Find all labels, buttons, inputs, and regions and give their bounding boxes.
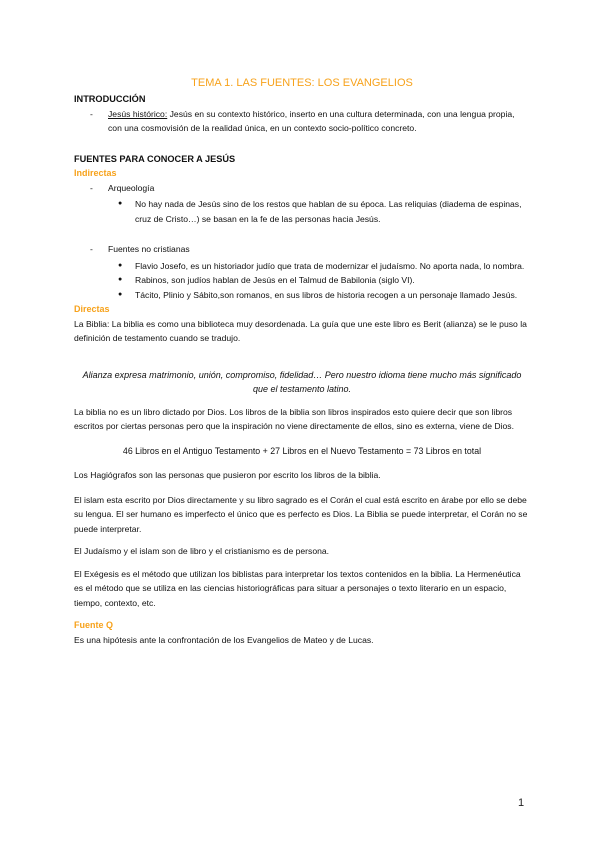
fuentes-heading: FUENTES PARA CONOCER A JESÚS [74,153,236,164]
intro-item [74,107,530,136]
bullet-text: Flavio Josefo, es un historiador judío que trata de modernizar el judaísmo. No aporta nada, lo nombra. [135,260,525,271]
indirectas-list [74,181,530,196]
bullet-text: Tácito, Plinio y Sábito,son romanos, en sus libros de historia recogen a un personaje llamado Jesús. [135,289,518,300]
bullet-text: No hay nada de Jesús sino de los restos que hablan de su época. Las reliquias (diadema de espinas, cruz de Cristo…) se basan en la fe de las personas hacia Jesús. [135,199,522,224]
no-cristianas-item [74,242,530,257]
no-cristianas-label: Fuentes no cristianas [108,244,190,254]
bullet-dot-icon: ● [118,200,123,207]
page-title: TEMA 1. LAS FUENTES: LOS EVANGELIOS [191,77,413,89]
dash-marker-icon: - [90,182,93,193]
no-cristianas-list [74,242,530,257]
alianza-quote: Alianza expresa matrimonio, unión, compromiso, fidelidad… Pero nuestro idioma tiene mucho más significado que el testamento latino. [82,369,522,394]
bullet-dot-icon: ● [118,261,123,269]
bullet-dot-icon: ● [118,290,123,298]
hagiografos-paragraph: Los Hagiógrafos son las personas que pusieron por escrito los libros de la biblia. [74,470,381,480]
page-number: 1 [518,797,525,809]
biblia-paragraph: La Biblia: La biblia es como una biblioteca muy desordenada. La guía que une este libro es Berit (alianza) se le puso la definición de testamento cuando se tradujo. [74,318,527,343]
document-page [74,76,530,647]
bullet-item [74,197,530,226]
no-cristianas-bullets [74,259,530,303]
judaismo-paragraph: El Judaísmo y el islam son de libro y el cristianismo es de persona. [74,546,330,556]
bullet-item [74,259,530,274]
bullet-text: Rabinos, son judíos hablan de Jesús en el Talmud de Babilonia (siglo VI). [135,275,415,285]
arqueologia-item [74,181,530,196]
dash-marker-icon: - [90,244,93,254]
bullet-item [74,273,530,288]
fuente-q-paragraph: Es una hipótesis ante la confrontación de los Evangelios de Mateo y de Lucas. [74,634,374,645]
indirectas-heading: Indirectas [74,168,117,178]
fuente-q-heading: Fuente Q [74,620,114,630]
islam-paragraph: El islam esta escrito por Dios directamente y su libro sagrado es el Corán el cual está escrito en árabe por ello se debe su lengua. El ser humano es imperfecto el único que es perfecto es Dios. La Biblia se puede interpretar, el Corán no se puede interpretar. [74,494,528,534]
exegesis-paragraph: El Exégesis es el método que utilizan los biblistas para interpretar los textos contenidos en la biblia. La Hermenéutica es el método que se utiliza en las ciencias historiográficas para situar a personajes o texto literario en un espacio, tiempo, contexto, etc. [74,568,521,608]
dash-marker-icon: - [90,108,93,119]
libros-formula: 46 Libros en el Antiguo Testamento + 27 Libros en el Nuevo Testamento = 73 Libros en total [122,445,482,456]
bullet-dot-icon: ● [118,276,123,283]
intro-text: Jesús en su contexto histórico, inserto en una cultura determinada, con una lengua propia, con una cosmovisión de la realidad única, en un contexto socio-político concreto. [108,108,515,133]
intro-term: Jesús histórico: [108,108,168,119]
bullet-item [74,288,530,303]
directas-heading: Directas [74,304,110,314]
arqueologia-bullets [74,197,530,226]
intro-heading: INTRODUCCIÓN [74,94,146,104]
intro-list [74,107,530,136]
arqueologia-label: Arqueología [108,182,155,193]
dictado-paragraph: La biblia no es un libro dictado por Dios. Los libros de la biblia son libros inspirados esto quiere decir que son libros escritos por ciertas personas pero que la inspiración no viene directamente de ellos, sino es externa, viene de Dios. [74,406,514,431]
